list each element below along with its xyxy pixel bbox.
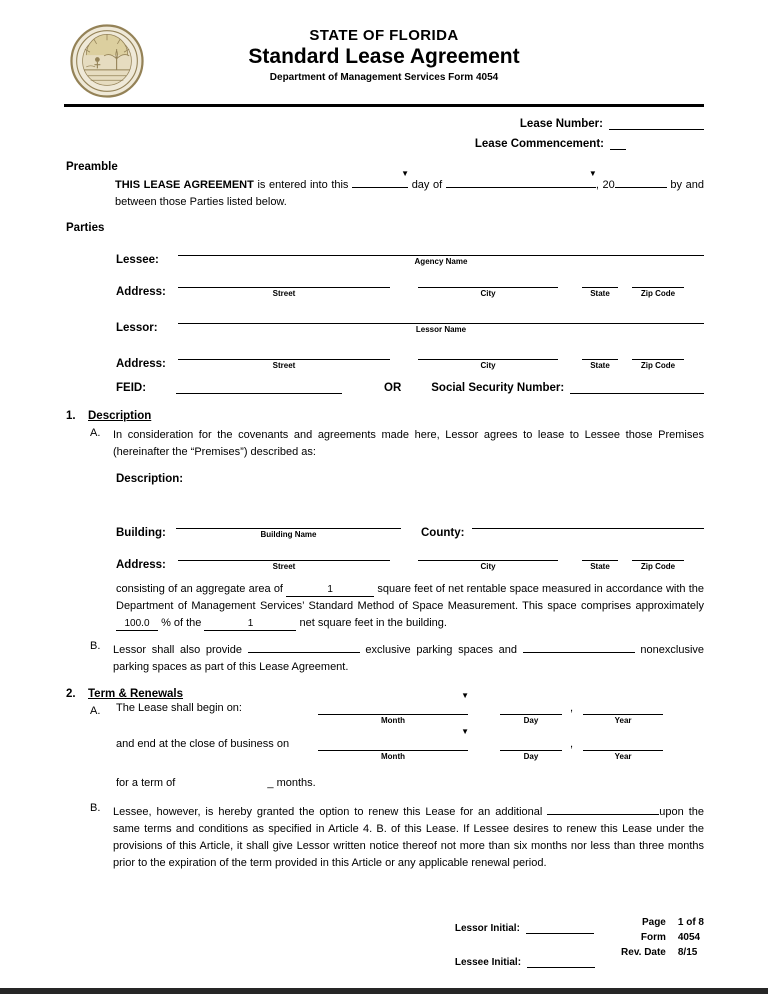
state-caption: State: [590, 361, 610, 370]
item-1b-letter: B.: [90, 640, 101, 652]
lessee-name-fieldgroup: [178, 242, 704, 266]
zip-fieldgroup: [632, 274, 684, 298]
dropdown-arrow-icon[interactable]: ▼: [588, 169, 597, 178]
form-title: Standard Lease Agreement: [248, 45, 520, 68]
item-2b-letter: B.: [90, 802, 101, 814]
preamble-text-4: by and between those Parties listed below.: [115, 179, 704, 208]
lessee-initial-field[interactable]: [527, 956, 595, 968]
preamble-paragraph: [115, 169, 704, 211]
lease-number-label: Lease Number:: [519, 118, 603, 130]
premises-state-field[interactable]: [582, 547, 618, 561]
preamble-text-3: , 20: [595, 179, 615, 191]
item-1a-letter: A.: [90, 427, 101, 439]
end-year-fieldgroup: [583, 737, 663, 761]
zip-caption: Zip Code: [640, 289, 676, 298]
renewal-text-2: upon the same terms and conditions as specified in Article 4. B. of this Lease. If Lessee desires to renew this Lease under the provisions of this Article, it shall give Lessor written notice thereof not more than six months nor less than three months prior to the expiration of the term provided in this Article or any applicable renewal period.: [113, 806, 705, 869]
county-caption: [472, 529, 704, 539]
city-fieldgroup: [418, 547, 558, 571]
lease-number-row: [64, 117, 704, 130]
lessor-initial-field[interactable]: [526, 922, 594, 934]
section-2-title: Term & Renewals: [88, 688, 184, 700]
state-fieldgroup: [582, 547, 618, 571]
end-day-field[interactable]: [500, 737, 562, 751]
aggregate-text-2: square feet of net rentable space measured in accordance with the Department of Management Services’ Standard Method of Space Measurement. This space comprises approximately: [116, 583, 704, 612]
form-header: [64, 24, 704, 104]
lessee-label: Lessee:: [116, 254, 159, 266]
aggregate-area-paragraph: [116, 581, 704, 632]
lease-end-label: and end at the close of business on: [116, 738, 290, 750]
end-month-field[interactable]: [318, 727, 469, 751]
aggregate-sqft-field[interactable]: [286, 584, 374, 597]
lease-begin-label: The Lease shall begin on:: [116, 702, 242, 714]
item-1b: [90, 640, 704, 676]
day-of-month-field[interactable]: [352, 169, 410, 188]
building-name-caption: Building Name: [260, 530, 317, 539]
county-fieldgroup: [472, 515, 704, 539]
initials-block: [455, 917, 595, 968]
city-fieldgroup: [418, 274, 558, 298]
form-meta-block: [621, 917, 704, 958]
state-fieldgroup: [582, 346, 618, 370]
lessee-initial-row: [455, 951, 595, 968]
preamble-intro: THIS LEASE AGREEMENT: [115, 179, 254, 191]
exclusive-parking-field[interactable]: [248, 640, 360, 653]
zip-fieldgroup: [632, 346, 684, 370]
dropdown-arrow-icon[interactable]: ▼: [461, 727, 469, 736]
lessor-city-field[interactable]: [418, 346, 558, 360]
feid-label: FEID:: [116, 382, 147, 394]
end-day-fieldgroup: [500, 737, 562, 761]
end-month-fieldgroup: [318, 727, 469, 761]
zip-caption: Zip Code: [640, 562, 676, 571]
or-label: OR: [384, 382, 402, 394]
aggregate-text-1: consisting of an aggregate area of: [116, 583, 283, 595]
parties-heading: Parties: [66, 222, 105, 234]
building-name-field[interactable]: [176, 515, 401, 529]
zip-fieldgroup: [632, 547, 684, 571]
city-caption: City: [480, 562, 496, 571]
feid-field[interactable]: [176, 380, 342, 394]
agency-name-caption: Agency Name: [414, 257, 468, 266]
term-length-row: [116, 775, 704, 792]
header-divider: [64, 104, 704, 107]
begin-year-fieldgroup: [583, 701, 663, 725]
month-caption: Month: [381, 716, 405, 725]
item-1a-text: In consideration for the covenants and agreements made here, Lessor agrees to lease to Lessee those Premises (hereinafter the “Premises”) described as:: [113, 429, 704, 458]
rev-date-label: Rev. Date: [621, 947, 666, 958]
lessor-street-field[interactable]: [178, 346, 390, 360]
section-2-heading-row: [66, 688, 704, 700]
form-value: 4054: [677, 932, 701, 943]
lessee-name-field[interactable]: [178, 242, 704, 256]
lessor-address-row: [116, 346, 704, 370]
lessee-street-field[interactable]: [178, 274, 390, 288]
state-caption: State: [590, 562, 610, 571]
parking-text-1: Lessor shall also provide: [113, 644, 242, 656]
month-caption: Month: [381, 752, 405, 761]
form-label: Form: [640, 932, 666, 943]
lessor-initial-label: Lessor Initial:: [454, 923, 520, 934]
street-caption: Street: [272, 562, 296, 571]
lessor-label: Lessor:: [116, 322, 158, 334]
city-fieldgroup: [418, 346, 558, 370]
item-1a: [90, 427, 704, 461]
percent-value: 100.0: [124, 618, 150, 629]
premises-city-field[interactable]: [418, 547, 558, 561]
lessee-zip-field[interactable]: [632, 274, 684, 288]
state-fieldgroup: [582, 274, 618, 298]
premises-street-field[interactable]: [178, 547, 390, 561]
section-1-title: Description: [88, 410, 152, 422]
header-titles: [64, 24, 704, 83]
lease-number-field[interactable]: [609, 117, 704, 130]
street-caption: Street: [272, 289, 296, 298]
year-caption: Year: [614, 716, 632, 725]
month-name-field[interactable]: [446, 169, 597, 188]
form-subtitle: Department of Management Services Form 4054: [269, 72, 499, 83]
parking-text-2: exclusive parking spaces and: [365, 644, 517, 656]
building-fieldgroup: [176, 515, 401, 539]
page-footer: [455, 917, 704, 968]
florida-state-seal-icon: [70, 24, 144, 98]
address-label: Address:: [116, 286, 166, 298]
street-fieldgroup: [178, 547, 390, 571]
ssn-field[interactable]: [570, 380, 704, 394]
address-label: Address:: [116, 559, 166, 571]
street-caption: Street: [272, 361, 296, 370]
building-row: [116, 515, 704, 539]
lessor-name-fieldgroup: [178, 310, 704, 334]
lessor-initial-row: [455, 917, 595, 934]
item-2b: [90, 802, 704, 872]
lessor-row: [116, 310, 704, 334]
begin-month-fieldgroup: [318, 691, 469, 725]
city-caption: City: [480, 361, 496, 370]
comma-separator: ,: [570, 702, 574, 714]
lessor-zip-field[interactable]: [632, 346, 684, 360]
begin-year-field[interactable]: [583, 701, 663, 715]
page-label: Page: [641, 917, 666, 928]
dropdown-arrow-icon[interactable]: ▼: [461, 691, 469, 700]
city-caption: City: [480, 289, 496, 298]
lease-commencement-field[interactable]: [610, 137, 626, 150]
year-caption: Year: [614, 752, 632, 761]
percent-field[interactable]: [116, 618, 158, 631]
preamble-text-2: day of: [411, 179, 443, 191]
lessee-row: [116, 242, 704, 266]
premises-address-row: [116, 547, 704, 571]
term-text-2: _ months.: [267, 777, 316, 789]
lessee-initial-label: Lessee Initial:: [454, 957, 522, 968]
building-sqft-value: 1: [247, 618, 254, 629]
address-label: Address:: [116, 358, 166, 370]
county-field[interactable]: [472, 515, 704, 529]
renewal-text-1: Lessee, however, is hereby granted the option to renew this Lease for an additional: [113, 806, 543, 818]
begin-day-field[interactable]: [500, 701, 562, 715]
section-1-number: 1.: [66, 410, 76, 422]
day-caption: Day: [523, 716, 539, 725]
preamble-text-1: is entered into this: [257, 179, 349, 191]
ssn-label: Social Security Number:: [431, 382, 565, 394]
state-title: STATE OF FLORIDA: [309, 27, 459, 44]
lease-commencement-row: [64, 137, 626, 150]
street-fieldgroup: [178, 346, 390, 370]
section-1-heading-row: [66, 410, 704, 422]
state-caption: State: [590, 289, 610, 298]
building-label: Building:: [116, 527, 166, 539]
aggregate-text-3: % of the: [161, 617, 202, 629]
day-caption: Day: [523, 752, 539, 761]
renewal-period-field[interactable]: [547, 802, 659, 815]
page-bottom-edge: [0, 988, 768, 994]
county-label: County:: [421, 527, 465, 539]
rev-date-value: 8/15: [677, 947, 698, 958]
section-2-number: 2.: [66, 688, 76, 700]
feid-row: [116, 380, 704, 394]
aggregate-text-4: net square feet in the building.: [299, 617, 447, 629]
preamble-heading: Preamble: [66, 161, 118, 173]
item-2a-letter: A.: [90, 705, 101, 717]
zip-caption: Zip Code: [640, 361, 676, 370]
description-label: Description:: [116, 473, 184, 485]
dropdown-arrow-icon[interactable]: ▼: [401, 169, 410, 178]
parking-text-3: nonexclusive parking spaces as part of this Lease Agreement.: [113, 644, 704, 673]
lease-commencement-label: Lease Commencement:: [474, 138, 604, 150]
comma-separator: ,: [570, 738, 574, 750]
lessee-state-field[interactable]: [582, 274, 618, 288]
lease-end-row: [116, 727, 704, 761]
aggregate-sqft-value: 1: [327, 584, 333, 595]
page-value: 1 of 8: [677, 917, 704, 928]
begin-month-field[interactable]: [318, 691, 469, 715]
nonexclusive-parking-field[interactable]: [523, 640, 635, 653]
lessor-name-field[interactable]: [178, 310, 704, 324]
lessee-address-row: [116, 274, 704, 298]
street-fieldgroup: [178, 274, 390, 298]
lessor-state-field[interactable]: [582, 346, 618, 360]
begin-day-fieldgroup: [500, 701, 562, 725]
item-1b-text: [113, 640, 704, 676]
lessor-name-caption: Lessor Name: [415, 325, 467, 334]
term-text-1: for a term of: [116, 777, 176, 789]
building-sqft-field[interactable]: [204, 618, 296, 631]
end-year-field[interactable]: [583, 737, 663, 751]
premises-zip-field[interactable]: [632, 547, 684, 561]
lessee-city-field[interactable]: [418, 274, 558, 288]
item-2b-text: [113, 802, 704, 872]
year-field[interactable]: [615, 175, 667, 188]
